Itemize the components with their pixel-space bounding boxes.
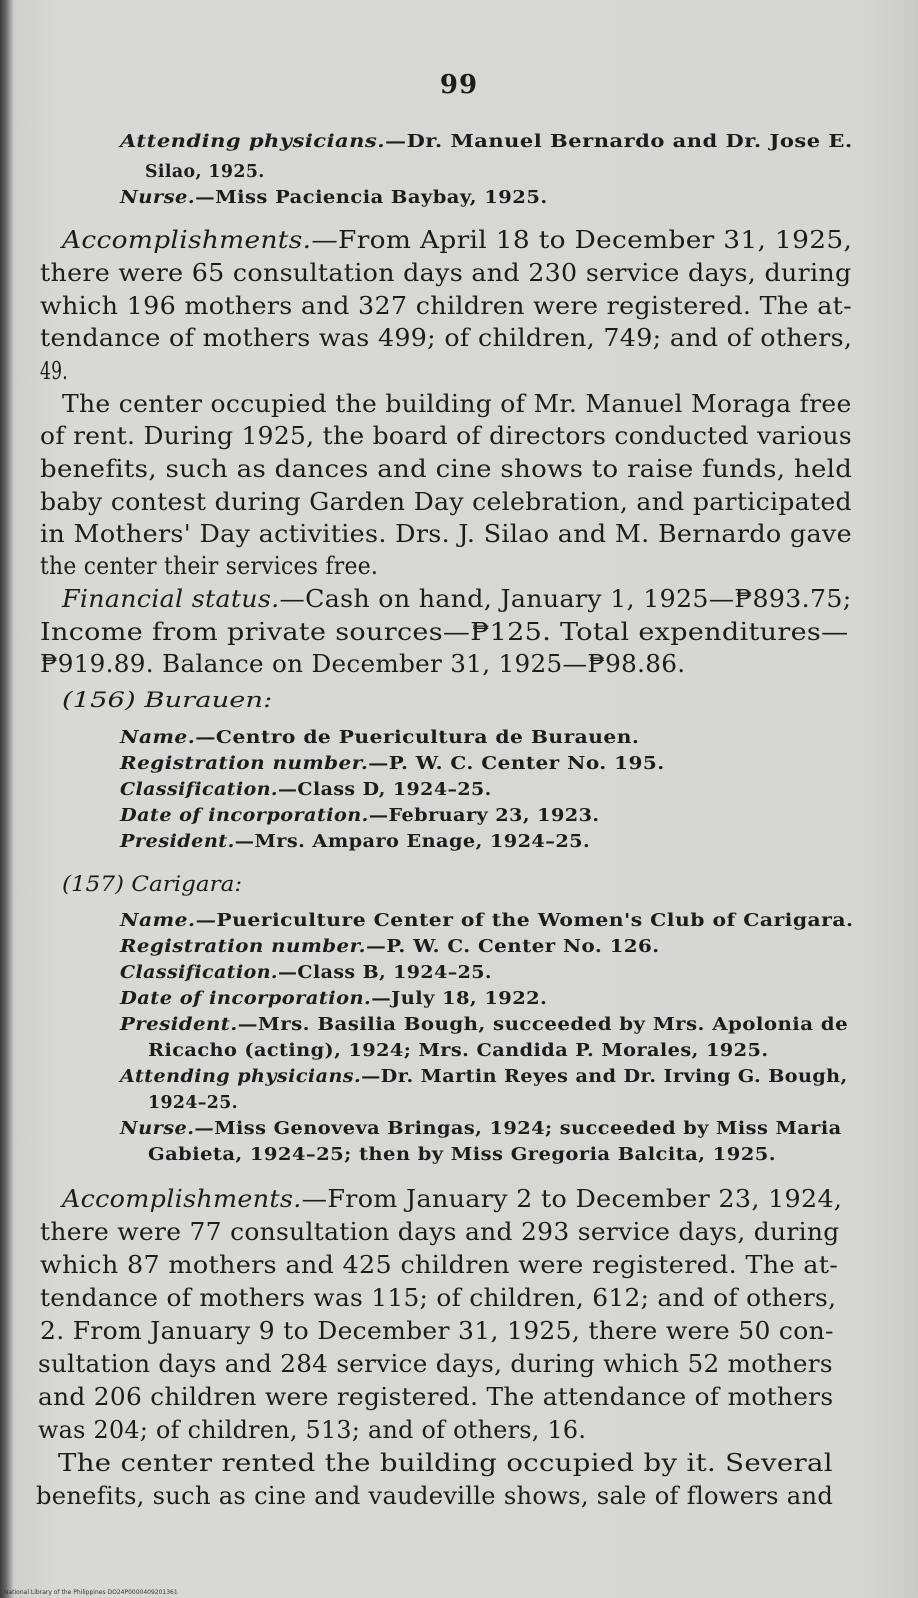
text-run: —Mrs. Amparo Enage, 1924–25.	[234, 832, 591, 852]
field-label: Nurse.	[120, 188, 196, 208]
field-label: Classification.	[120, 963, 278, 983]
field-label: Carigara:	[131, 872, 243, 896]
text-run: in Mothers' Day activities. Drs. J. Silao and M. Bernardo gave	[40, 519, 852, 548]
text-line	[40, 649, 685, 678]
text-line	[120, 963, 492, 983]
text-line	[120, 780, 492, 800]
text-run: (157)	[62, 872, 132, 896]
text-line	[120, 806, 600, 826]
text-line	[40, 291, 852, 320]
text-line	[145, 162, 265, 182]
text-run: —Class D, 1924–25.	[277, 780, 492, 800]
text-line	[120, 132, 853, 152]
page-number: 99	[439, 70, 479, 100]
text-run: benefits, such as cine and vaudeville shows, sale of flowers and	[36, 1481, 834, 1510]
text-line	[148, 1093, 238, 1113]
field-label: Classification.	[120, 780, 278, 800]
text-line	[40, 356, 68, 385]
text-run: tendance of mothers was 115; of children, 612; and of others,	[40, 1283, 837, 1312]
text-run: —Dr. Manuel Bernardo and Dr. Jose E.	[385, 132, 853, 152]
text-run: —February 23, 1923.	[368, 806, 600, 826]
text-run: The center rented the building occupied by it. Several	[58, 1448, 833, 1477]
text-line	[40, 1316, 834, 1345]
field-label: Registration number.	[120, 937, 367, 957]
field-label: Name.	[120, 911, 196, 931]
text-run: Gabieta, 1924–25; then by Miss Gregoria Balcita, 1925.	[148, 1145, 776, 1165]
text-line	[40, 519, 852, 548]
text-line	[40, 1283, 836, 1312]
text-run: there were 77 consultation days and 293 service days, during	[40, 1217, 840, 1246]
text-line	[36, 1481, 833, 1510]
text-line	[120, 911, 854, 931]
field-label: President.	[120, 832, 235, 852]
text-line	[38, 1349, 833, 1378]
text-run: and 206 children were registered. The attendance of mothers	[38, 1382, 834, 1411]
text-line	[120, 188, 548, 208]
field-label: Financial status.	[62, 584, 280, 613]
text-run: 1924–25.	[148, 1093, 239, 1113]
text-line	[148, 1145, 776, 1165]
text-line	[40, 617, 848, 646]
text-run: the center their services free.	[40, 551, 379, 580]
text-run: —Cash on hand, January 1, 1925—₱893.75;	[279, 584, 852, 613]
text-run: tendance of mothers was 499; of children, 749; and of others,	[40, 323, 853, 352]
text-run: —From April 18 to December 31, 1925,	[311, 225, 853, 254]
text-run: —Miss Genoveva Bringas, 1924; succeeded by Miss Maria	[194, 1119, 842, 1139]
text-run: —Class B, 1924–25.	[277, 963, 492, 983]
text-run: 2. From January 9 to December 31, 1925, there were 50 con-	[40, 1316, 834, 1345]
text-line	[40, 1217, 840, 1246]
text-line	[120, 832, 590, 852]
text-line	[120, 754, 665, 774]
field-label: Name.	[120, 728, 196, 748]
text-line	[148, 1041, 769, 1061]
text-line	[40, 1250, 838, 1279]
text-run: —Puericulture Center of the Women's Club of Carigara.	[195, 911, 854, 931]
text-line	[120, 1067, 848, 1087]
field-label: Nurse.	[120, 1119, 195, 1139]
field-label: Accomplishments.	[62, 225, 312, 254]
text-line	[40, 258, 852, 287]
text-run: there were 65 consultation days and 230 service days, during	[40, 258, 852, 287]
text-run: —July 18, 1922.	[371, 989, 548, 1009]
footer-credit: National Library of the Philippines DO24P0000409201361	[4, 1589, 178, 1596]
text-run: —Mrs. Basilia Bough, succeeded by Mrs. Apolonia de	[237, 1015, 849, 1035]
field-label: Burauen:	[144, 688, 273, 712]
text-line	[40, 551, 378, 580]
text-run: Silao, 1925.	[145, 162, 265, 182]
text-line	[40, 454, 852, 483]
text-run: which 196 mothers and 327 children were registered. The at-	[40, 291, 853, 320]
field-label: President.	[120, 1015, 238, 1035]
text-run: sultation days and 284 service days, during which 52 mothers	[38, 1349, 833, 1378]
field-label: Date of incorporation.	[120, 989, 372, 1009]
text-run: baby contest during Garden Day celebration, and participated	[40, 487, 852, 516]
text-line	[62, 688, 272, 712]
field-label: Accomplishments.	[62, 1184, 302, 1213]
text-line	[120, 989, 547, 1009]
text-run: —Miss Paciencia Baybay, 1925.	[195, 188, 548, 208]
text-run: —Centro de Puericultura de Burauen.	[195, 728, 640, 748]
text-line	[62, 389, 852, 418]
text-run: ₱919.89. Balance on December 31, 1925—₱98.86.	[40, 649, 686, 678]
text-run: Income from private sources—₱125. Total expenditures—	[40, 617, 849, 646]
text-run: The center occupied the building of Mr. Manuel Moraga free	[62, 389, 852, 418]
text-line	[40, 323, 852, 352]
text-line	[62, 584, 852, 613]
text-line	[120, 728, 639, 748]
text-line	[120, 1119, 842, 1139]
field-label: Registration number.	[120, 754, 369, 774]
text-line	[40, 487, 852, 516]
text-run: (156)	[62, 688, 145, 712]
text-line	[62, 1184, 842, 1213]
text-line	[40, 421, 852, 450]
text-run: Ricacho (acting), 1924; Mrs. Candida P. Morales, 1925.	[148, 1041, 769, 1061]
text-run: 49.	[40, 356, 68, 385]
text-run: —Dr. Martin Reyes and Dr. Irving G. Bough,	[361, 1067, 848, 1087]
text-run: of rent. During 1925, the board of directors conducted various	[40, 421, 852, 450]
text-line	[120, 1015, 848, 1035]
text-line	[120, 937, 660, 957]
text-line	[62, 872, 242, 896]
text-line	[38, 1382, 833, 1411]
field-label: Attending physicians.	[120, 1067, 362, 1087]
text-line	[58, 1448, 833, 1477]
text-run: was 204; of children, 513; and of others, 16.	[38, 1415, 587, 1444]
text-run: —From January 2 to December 23, 1924,	[301, 1184, 843, 1213]
text-run: which 87 mothers and 425 children were registered. The at-	[40, 1250, 839, 1279]
text-line	[62, 225, 852, 254]
field-label: Attending physicians.	[120, 132, 386, 152]
field-label: Date of incorporation.	[120, 806, 369, 826]
text-run: benefits, such as dances and cine shows to raise funds, held	[40, 454, 853, 483]
text-line	[38, 1415, 586, 1444]
text-run: —P. W. C. Center No. 195.	[368, 754, 665, 774]
text-run: —P. W. C. Center No. 126.	[366, 937, 660, 957]
